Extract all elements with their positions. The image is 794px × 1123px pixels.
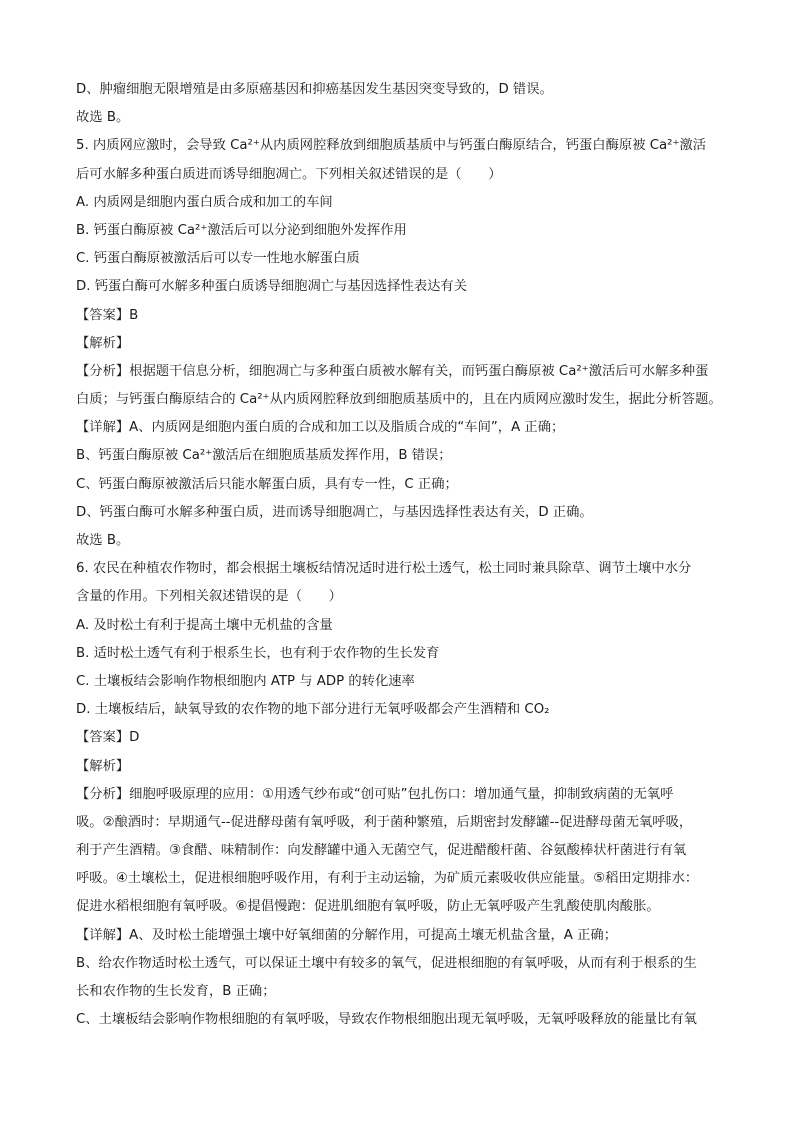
- text-line: C、土壤板结会影响作物根细胞的有氧呼吸，导致农作物根细胞出现无氧呼吸，无氧呼吸释放的能量比有氧: [76, 1012, 697, 1028]
- text-line: 【答案】B: [76, 307, 139, 323]
- text-line: 5. 内质网应激时，会导致 Ca²⁺从内质网腔释放到细胞质基质中与钙蛋白酶原结合，钙蛋白酶原被 Ca²⁺激活: [76, 138, 707, 154]
- text-line: D. 土壤板结后，缺氧导致的农作物的地下部分进行无氧呼吸都会产生酒精和 CO₂: [76, 702, 550, 718]
- text-line: A. 内质网是细胞内蛋白质合成和加工的车间: [76, 194, 333, 210]
- text-line: B、给农作物适时松土透气，可以保证土壤中有较多的氧气，促进根细胞的有氧呼吸，从而有利于根系的生: [76, 955, 697, 971]
- text-line: 利于产生酒精。③食醋、味精制作：向发酵罐中通入无菌空气，促进醋酸杆菌、谷氨酸棒状杆菌进行有氧: [76, 843, 687, 859]
- text-line: 呼吸。④土壤松土，促进根细胞呼吸作用，有利于主动运输，为矿质元素吸收供应能量。⑤稻田定期排水：: [76, 871, 699, 887]
- text-line: 【解析】: [76, 758, 130, 774]
- text-line: 【解析】: [76, 335, 130, 351]
- text-line: 促进水稻根细胞有氧呼吸。⑥提倡慢跑：促进肌细胞有氧呼吸，防止无氧呼吸产生乳酸使肌肉酸胀。: [76, 899, 660, 915]
- text-line: 吸。②酿酒时：早期通气--促进酵母菌有氧呼吸，利于菌种繁殖，后期密封发酵罐--促进酵母菌无氧呼吸，: [76, 814, 693, 830]
- text-line: 含量的作用。下列相关叙述错误的是（ ）: [76, 589, 342, 605]
- document-page: [76, 76, 726, 1034]
- text-line: 【分析】根据题干信息分析，细胞凋亡与多种蛋白质被水解有关，而钙蛋白酶原被 Ca²⁺激活后可水解多种蛋: [76, 363, 709, 379]
- text-line: D. 钙蛋白酶可水解多种蛋白质诱导细胞凋亡与基因选择性表达有关: [76, 279, 468, 295]
- text-line: 后可水解多种蛋白质进而诱导细胞凋亡。下列相关叙述错误的是（ ）: [76, 166, 502, 182]
- text-line: 【答案】D: [76, 730, 140, 746]
- text-line: C、钙蛋白酶原被激活后只能水解蛋白质，具有专一性，C 正确；: [76, 476, 458, 492]
- text-line: 6. 农民在种植农作物时，都会根据土壤板结情况适时进行松土透气，松土同时兼具除草、调节土壤中水分: [76, 561, 692, 577]
- text-line: B、钙蛋白酶原被 Ca²⁺激活后在细胞质基质发挥作用，B 错误；: [76, 448, 452, 464]
- text-line: 白质；与钙蛋白酶原结合的 Ca²⁺从内质网腔释放到细胞质基质中的，且在内质网应激时发生，据此分析答题。: [76, 392, 722, 408]
- text-line: 长和农作物的生长发育，B 正确；: [76, 984, 276, 999]
- text-line: 故选 B。: [76, 110, 130, 126]
- text-line: D、钙蛋白酶可水解多种蛋白质，进而诱导细胞凋亡，与基因选择性表达有关，D 正确。: [76, 504, 593, 520]
- text-line: 【详解】A、内质网是细胞内蛋白质的合成和加工以及脂质合成的“车间”，A 正确；: [76, 420, 565, 436]
- text-line: B. 适时松土透气有利于根系生长，也有利于农作物的生长发育: [76, 645, 440, 661]
- text-line: 故选 B。: [76, 533, 130, 548]
- text-line: A. 及时松土有利于提高土壤中无机盐的含量: [76, 617, 333, 633]
- text-line: B. 钙蛋白酶原被 Ca²⁺激活后可以分泌到细胞外发挥作用: [76, 222, 407, 238]
- text-line: D、肿瘤细胞无限增殖是由多原癌基因和抑癌基因发生基因突变导致的，D 错误。: [76, 82, 553, 97]
- text-line: C. 钙蛋白酶原被激活后可以专一性地水解蛋白质: [76, 251, 360, 267]
- text-line: 【详解】A、及时松土能增强土壤中好氧细菌的分解作用，可提高土壤无机盐含量，A 正确；: [76, 927, 617, 943]
- text-line: C. 土壤板结会影响作物根细胞内 ATP 与 ADP 的转化速率: [76, 673, 415, 689]
- text-line: 【分析】细胞呼吸原理的应用：①用透气纱布或“创可贴”包扎伤口：增加通气量，抑制致病菌的无氧呼: [76, 786, 674, 802]
